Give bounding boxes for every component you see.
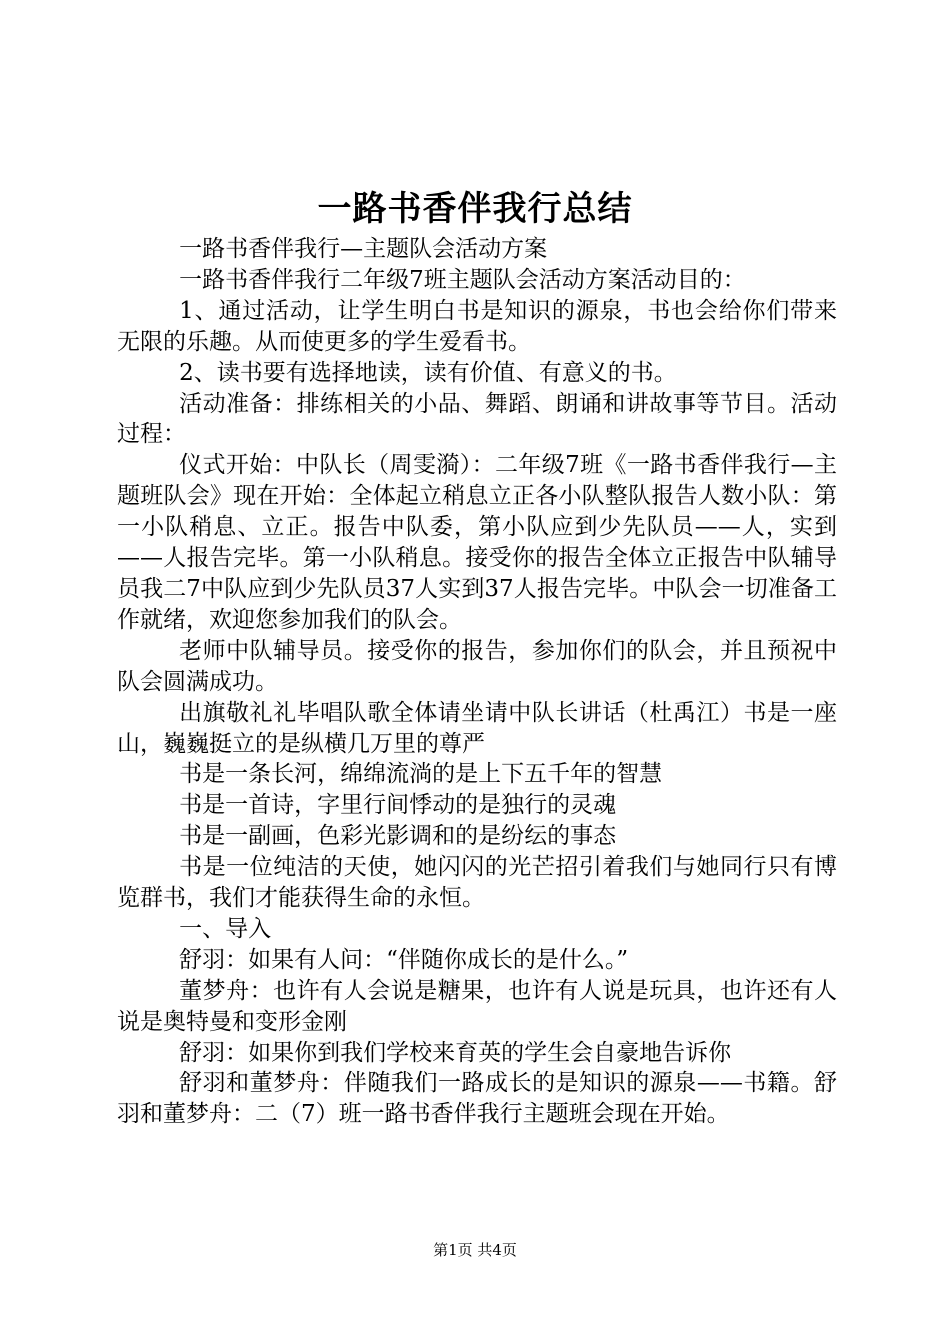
- paragraph: 老师中队辅导员。接受你的报告，参加你们的队会，并且预祝中队会圆满成功。: [117, 637, 837, 695]
- paragraph: 书是一位纯洁的天使，她闪闪的光芒招引着我们与她同行只有博览群书，我们才能获得生命的永恒。: [117, 854, 837, 912]
- paragraph: 活动准备：排练相关的小品、舞蹈、朗诵和讲故事等节目。活动过程：: [117, 390, 837, 448]
- paragraph: 舒羽：如果你到我们学校来育英的学生会自豪地告诉你: [179, 1039, 732, 1066]
- paragraph: 2、读书要有选择地读，读有价值、有意义的书。: [179, 359, 677, 386]
- paragraph: 1、通过活动，让学生明白书是知识的源泉，书也会给你们带来无限的乐趣。从而使更多的学生爱看书。: [117, 297, 837, 355]
- paragraph: 舒羽：如果有人问：“伴随你成长的是什么。”: [179, 946, 629, 973]
- document-title: 一路书香伴我行总结: [317, 189, 633, 229]
- paragraph: 仪式开始：中队长（周雯漪）：二年级7班《一路书香伴我行—主题班队会》现在开始：全体起立稍息立正各小队整队报告人数小队：第一小队稍息、立正。报告中队委，第小队应到少先队员——人，实到——人报告完毕。第一小队稍息。接受你的报告全体立正报告中队辅导员我二7中队应到少先队员37人实到37人报告完毕。中队会一切准备工作就绪，欢迎您参加我们的队会。: [117, 452, 837, 633]
- paragraph: 董梦舟：也许有人会说是糖果，也许有人说是玩具，也许还有人说是奥特曼和变形金刚: [117, 977, 837, 1035]
- document-body: [117, 234, 837, 1130]
- paragraph: 舒羽和董梦舟：伴随我们一路成长的是知识的源泉——书籍。舒羽和董梦舟：二（7）班一路书香伴我行主题班会现在开始。: [117, 1070, 837, 1128]
- paragraph: 一路书香伴我行—主题队会活动方案: [179, 236, 548, 262]
- page-number-footer: 第1页 共4页: [433, 1241, 517, 1259]
- paragraph: 一路书香伴我行二年级7班主题队会活动方案活动目的：: [179, 266, 746, 293]
- paragraph: 书是一首诗，字里行间悸动的是独行的灵魂: [179, 792, 617, 819]
- paragraph: 出旗敬礼礼毕唱队歌全体请坐请中队长讲话（杜禹江）书是一座山，巍巍挺立的是纵横几万里的尊严: [117, 699, 837, 757]
- paragraph: 书是一副画，色彩光影调和的是纷纭的事态: [179, 823, 617, 850]
- paragraph: 一、导入: [179, 915, 272, 942]
- paragraph: 书是一条长河，绵绵流淌的是上下五千年的智慧: [179, 761, 663, 788]
